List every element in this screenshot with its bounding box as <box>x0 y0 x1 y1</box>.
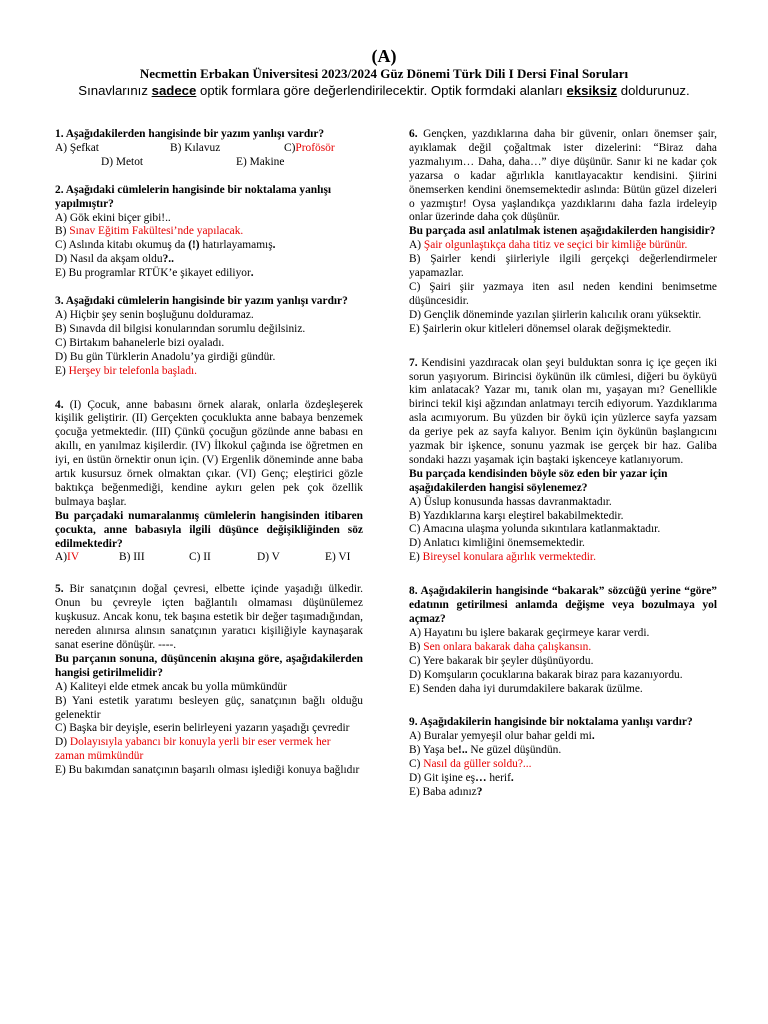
option-d <box>409 772 717 786</box>
question-number: 5. <box>55 583 64 596</box>
question-passage <box>55 399 363 510</box>
option-e <box>409 786 717 800</box>
option-b <box>409 641 717 655</box>
option-letter: E) <box>409 551 423 564</box>
punctuation-mark: . <box>250 267 254 280</box>
note-text: doldurunuz. <box>617 83 690 98</box>
question-4 <box>55 399 363 566</box>
question-5 <box>55 583 363 778</box>
option-d: D) Metot <box>101 155 144 168</box>
punctuation-mark: … <box>475 772 487 785</box>
option-e <box>55 365 363 379</box>
page-header <box>0 46 768 100</box>
option-b <box>55 225 363 239</box>
option-c: C) II <box>189 551 211 564</box>
note-text: Sınavlarınız <box>78 83 152 98</box>
option-c <box>55 239 363 253</box>
passage-text: (I) Çocuk, anne babasını örnek alarak, onlarla özdeşleşerek kişilik geliştirir. (II) Gerçekten çocuklukta anne babaya benzemek çocuğa yetmektedir. (III) Çünkü çocuğun gözünde anne babası en akıllı, en yanılmaz kişilerdir. (IV) İlkokul çağında ise öğretmen en iyi, en üstün örnektir onun için. (V) Ergenlik döneminde anne baba artık kusursuz örnek olmaktan çıkar. (VI) Genç; eleştirici gözle baktıkça beğenmediği, kendine aykırı gelen pek çok özellik bulmaya başlar. <box>55 398 363 508</box>
option-b: B) III <box>119 551 145 564</box>
punctuation-mark: (!) <box>188 239 200 252</box>
option-text: B) Yaşa be <box>409 744 459 757</box>
option-letter: D) <box>55 736 70 749</box>
right-column <box>409 128 717 814</box>
punctuation-mark: ?.. <box>162 253 174 266</box>
option-d: D) Komşuların çocuklarına bakarak biraz para kazanıyordu. <box>409 668 683 681</box>
option-b: B) Şairler kendi şiirleriyle ilgili gerçekçi değerlendirmeler yapamazlar. <box>409 253 717 280</box>
option-text: E) Baba adınız <box>409 785 477 798</box>
option-letter: C) <box>284 141 296 154</box>
correct-answer: Sınav Eğitim Fakültesi’nde yapılacak. <box>69 225 244 238</box>
punctuation-mark: !.. <box>458 744 468 757</box>
question-passage <box>409 128 717 225</box>
punctuation-mark: ? <box>476 785 483 798</box>
option-e: E) Makine <box>236 155 285 168</box>
question-passage <box>55 583 363 653</box>
correct-answer: Nasıl da güller soldu?... <box>423 758 532 771</box>
option-a: A) Hiçbir şey senin boşluğunu dolduramaz. <box>55 308 254 321</box>
option-letter: E) <box>55 364 69 377</box>
options-row <box>55 142 363 156</box>
options-row <box>55 156 363 170</box>
option-e: E) Senden daha iyi durumdakilere bakarak üzülme. <box>409 682 643 695</box>
option-b: B) Kılavuz <box>170 141 221 154</box>
question-stem: Bu parçada asıl anlatılmak istenen aşağıdakilerden hangisidir? <box>409 225 716 238</box>
option-c <box>409 758 717 772</box>
option-text: D) Git işine eş <box>409 772 476 785</box>
question-stem: 9. Aşağıdakilerin hangisinde bir noktalama yanlışı vardır? <box>409 716 693 729</box>
option-d <box>55 736 363 764</box>
question-3 <box>55 295 363 378</box>
option-text: hatırlayamamış <box>199 239 273 252</box>
option-d: D) V <box>257 551 280 564</box>
question-8 <box>409 585 717 696</box>
option-b: B) Yazdıklarına karşı eleştirel bakabilmektedir. <box>409 509 624 522</box>
question-2 <box>55 184 363 281</box>
question-stem: 8. Aşağıdakilerin hangisinde “bakarak” sözcüğü yerine “göre” edatının getirilmesi anlamda değişme veya bozulmaya yol açmaz? <box>409 585 717 625</box>
question-stem: Bu parçada kendisinden böyle söz eden bir yazar için aşağıdakilerden hangisi söylenemez? <box>409 467 668 494</box>
option-a <box>409 730 717 744</box>
note-emphasis-only: sadece <box>151 83 197 98</box>
question-9 <box>409 716 717 799</box>
correct-answer: Sen onlara bakarak daha çalışkansın. <box>423 640 592 653</box>
option-text: herif <box>486 772 511 785</box>
option-e <box>409 551 717 565</box>
passage-text: Gençken, yazdıklarına daha bir güvenir, onları önemser şair, ayıklamak değil çoğaltmak ister dizelerini: “Biraz daha yazmalıyım… Daha, daha…” diye düşünür. Sanır ki ne kadar çok yazarsa o kadar ağırlıkla kanıtlayacaktır kendisini. Şiirini önemserken kendini önemsemektedir aslında: Bütün güzel dizeleri o yazmıştır! Oysa yaşlandıkça yazdıklarını daha fazla irdeleyip onlar üzerinde daha çok düşünür. <box>409 128 717 224</box>
option-text: E) Bu programlar RTÜK’e şikayet ediliyor <box>55 267 251 280</box>
question-1 <box>55 128 363 170</box>
passage-text: Bir sanatçının doğal çevresi, elbette içinde yaşadığı ülkedir. Onun bu çevreyle içten bağlantılı olmaması düşünülemez kuşkusuz. Ancak konu, tek başına estetik bir değer taşımadığından, nereden alınırsa alınsın sanatçının yaratıcı kişiliğiyle kaynaşarak sanat eserine dönüşür. ----. <box>55 583 363 651</box>
option-c: C) Şairi şiir yazmaya iten asıl neden kendini benimsetme düşüncesidir. <box>409 280 717 307</box>
left-column <box>55 128 363 792</box>
option-c: C) Amacına ulaşma yolunda sıkıntılara katlanmaktadır. <box>409 523 661 536</box>
option-a: A) Üslup konusunda hassas davranmaktadır. <box>409 495 612 508</box>
question-stem: Bu parçadaki numaralanmış cümlelerin hangisinden itibaren çocukta, anne babasıyla ilgili düşünce değişikliğinden söz edilmektedir? <box>55 509 363 550</box>
option-c: C) Birtakım bahanelerle bizi oyaladı. <box>55 336 225 349</box>
option-d <box>55 253 363 267</box>
option-c <box>284 142 335 156</box>
question-stem: 2. Aşağıdaki cümlelerin hangisinde bir noktalama yanlışı yapılmıştır? <box>55 183 332 210</box>
correct-answer: Bireysel konulara ağırlık vermektedir. <box>422 551 596 564</box>
question-stem: 3. Aşağıdaki cümlelerin hangisinde bir yazım yanlışı vardır? <box>55 295 348 308</box>
option-a <box>55 551 119 565</box>
option-letter: A) <box>55 551 68 564</box>
question-passage <box>409 357 717 468</box>
correct-answer: Profösör <box>295 141 335 154</box>
correct-answer: Dolayısıyla yabancı bir konuyla yerli bir eser vermek her zaman mümkündür <box>55 736 331 763</box>
question-stem: 1. Aşağıdakilerden hangisinde bir yazım yanlışı vardır? <box>55 128 325 140</box>
question-6 <box>409 128 717 337</box>
option-a: A) Şefkat <box>55 141 99 154</box>
option-text: D) Nasıl da akşam oldu <box>55 253 163 266</box>
exam-title: Necmettin Erbakan Üniversitesi 2023/2024 Güz Dönemi Türk Dili I Dersi Final Soruları <box>139 66 629 81</box>
option-e <box>55 267 363 281</box>
option-letter: B) <box>409 640 424 653</box>
option-e: E) VI <box>325 551 351 564</box>
options-row <box>55 551 363 565</box>
note-emphasis-complete: eksiksiz <box>566 83 618 98</box>
exam-instructions <box>0 82 768 100</box>
booklet-code: (A) <box>371 46 397 66</box>
question-number: 4. <box>55 398 64 411</box>
question-stem: Bu parçanın sonuna, düşüncenin akışına göre, aşağıdakilerden hangisi getirilmelidir? <box>55 652 363 679</box>
option-letter: A) <box>409 239 424 252</box>
question-number: 7. <box>409 356 418 369</box>
option-text: Ne güzel düşündün. <box>467 744 562 757</box>
option-c: C) Yere bakarak bir şeyler düşünüyordu. <box>409 654 594 667</box>
option-text: A) Buralar yemyeşil olur bahar geldi mi <box>409 730 592 743</box>
option-a <box>409 239 717 253</box>
option-a: A) Gök ekini biçer gibi!.. <box>55 211 171 224</box>
option-e: E) Şairlerin okur kitleleri dönemsel olarak değişmektedir. <box>409 322 672 335</box>
note-text: optik formlara göre değerlendirilecektir. Optik formdaki alanları <box>196 83 567 98</box>
option-c: C) Başka bir deyişle, eserin belirleyeni yazarın yaşadığı çevredir <box>55 722 350 735</box>
punctuation-mark: . <box>272 239 276 252</box>
option-letter: C) <box>409 758 424 771</box>
punctuation-mark: . <box>591 730 595 743</box>
option-d: D) Anlatıcı kimliğini önemsemektedir. <box>409 537 585 550</box>
question-7 <box>409 357 717 566</box>
correct-answer: IV <box>67 551 80 564</box>
option-letter: B) <box>55 225 70 238</box>
correct-answer: Herşey bir telefonla başladı. <box>68 364 198 377</box>
passage-text: Kendisini yazdıracak olan şeyi bulduktan sonra iç içe geçen iki sorun yaşıyorum. Birincisi öykünün ilk cümlesi, diğeri bu öyküyü kim anlatacak? Yazar mı, tanık olan mı, yaşayan mı? Genellikle birinci tekil kişi ağzından anlatmayı tercih ediyorum. Yazdıklarıma asla acımıyorum. Bu yüzden bir öykü için yüzlerce sayfa yazsam da geriye pek az sayfa kalıyor. Benim için öykünün başlangıcını yazmak bir işkence, sonunu yazmak ise gerçek bir haz. Galiba sondaki hazzı yaşamak için baştaki işkenceye katlanıyorum. <box>409 356 717 466</box>
option-b: B) Sınavda dil bilgisi konularından sorumlu değilsiniz. <box>55 322 306 335</box>
option-a: A) Hayatını bu işlere bakarak geçirmeye karar verdi. <box>409 626 650 639</box>
question-number: 6. <box>409 128 418 140</box>
option-text: C) Aslında kitabı okumuş da <box>55 239 189 252</box>
option-b <box>409 744 717 758</box>
option-d: D) Bu gün Türklerin Anadolu’ya girdiği gündür. <box>55 350 276 363</box>
option-e: E) Bu bakımdan sanatçının başarılı olması işlediği konuya bağlıdır <box>55 764 360 777</box>
option-a: A) Kaliteyi elde etmek ancak bu yolla mümkündür <box>55 680 287 693</box>
correct-answer: Şair olgunlaştıkça daha titiz ve seçici bir kimliğe bürünür. <box>423 239 688 252</box>
option-b: B) Yani estetik yaratımı besleyen güç, sanatçının bağlı olduğu gelenektir <box>55 694 363 721</box>
punctuation-mark: . <box>510 772 514 785</box>
option-d: D) Gençlik döneminde yazılan şiirlerin kalıcılık oranı yüksektir. <box>409 308 702 321</box>
